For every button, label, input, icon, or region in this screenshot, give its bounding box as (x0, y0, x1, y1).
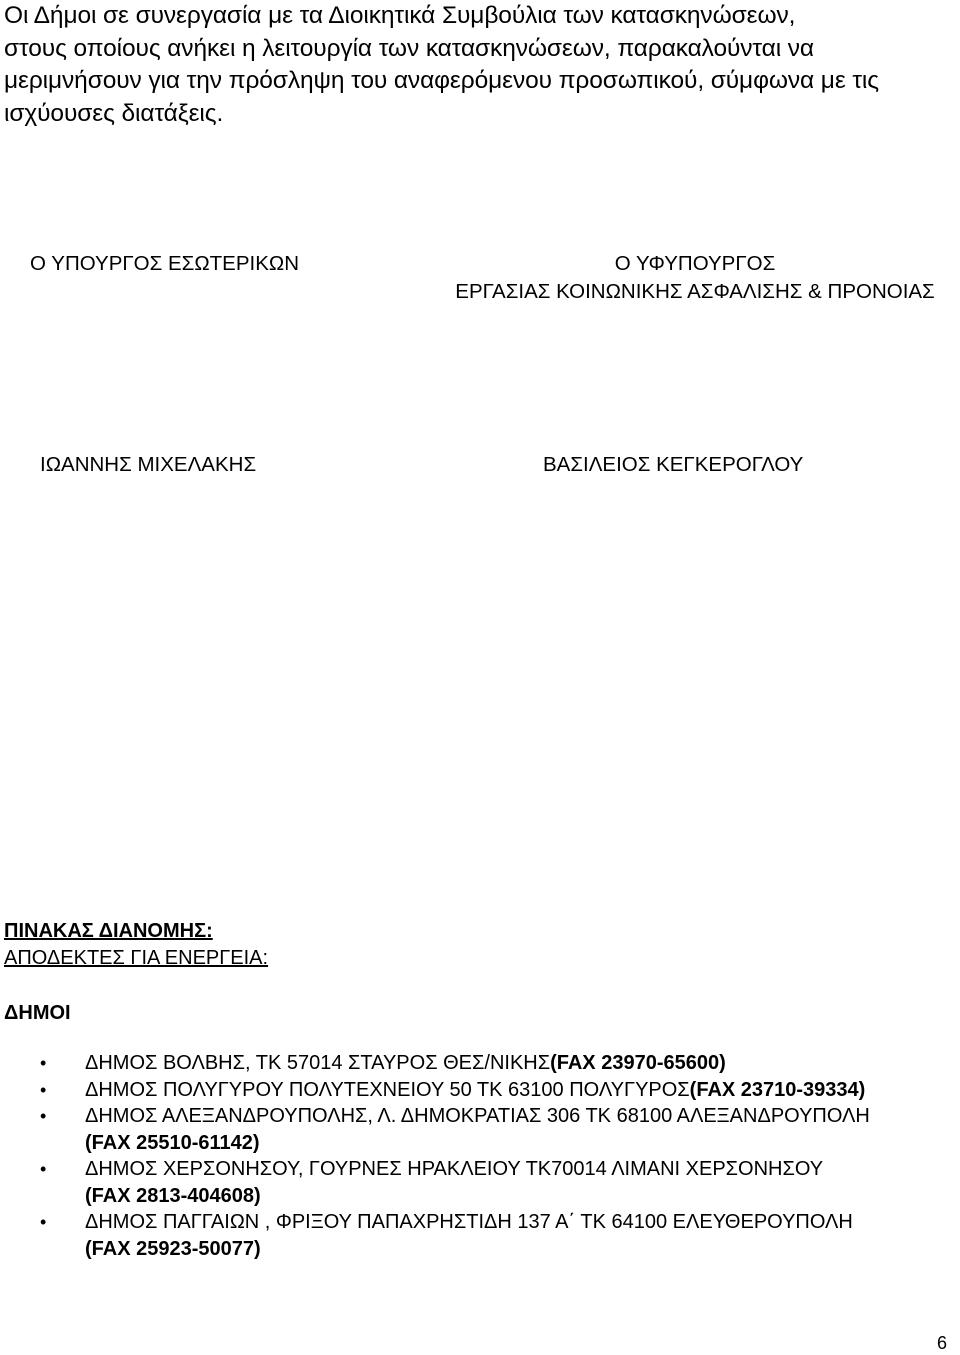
list-item (0, 1050, 960, 1077)
deputy-minister-ministry: ΕΡΓΑΣΙΑΣ ΚΟΙΝΩΝΙΚΗΣ ΑΣΦΑΛΙΣΗΣ & ΠΡΟΝΟΙΑΣ (455, 280, 935, 303)
list-item (0, 1156, 960, 1209)
intro-line: μεριμνήσουν για την πρόσληψη του αναφερόμενου προσωπικού, σύμφωνα με τις (4, 67, 879, 94)
fax-number: (FAX 23970-65600) (550, 1052, 726, 1074)
municipalities-list (0, 1050, 960, 1262)
bullet-icon: • (40, 1106, 47, 1126)
minister-interior-title: Ο ΥΠΟΥΡΓΟΣ ΕΣΩΤΕΡΙΚΩΝ (30, 252, 300, 275)
municipality-address: ΔΗΜΟΣ ΑΛΕΞΑΝΔΡΟΥΠΟΛΗΣ, Λ. ΔΗΜΟΚΡΑΤΙΑΣ 306 ΤΚ 68100 ΑΛΕΞΑΝΔΡΟΥΠΟΛΗ (85, 1105, 870, 1127)
list-item (0, 1209, 960, 1262)
intro-line: Οι Δήμοι σε συνεργασία με τα Διοικητικά Συμβούλια των κατασκηνώσεων, (4, 2, 796, 29)
fax-number: (FAX 2813-404608) (85, 1184, 261, 1207)
deputy-minister-title: Ο ΥΦΥΠΟΥΡΓΟΣ (614, 252, 776, 275)
minister-interior-name: ΙΩΑΝΝΗΣ ΜΙΧΕΛΑΚΗΣ (40, 453, 257, 476)
fax-number: (FAX 25923-50077) (85, 1237, 261, 1260)
municipality-address: ΔΗΜΟΣ ΧΕΡΣΟΝΗΣΟΥ, ΓΟΥΡΝΕΣ ΗΡΑΚΛΕΙΟΥ ΤΚ70014 ΛΙΜΑΝΙ ΧΕΡΣΟΝΗΣΟΥ (85, 1158, 824, 1180)
fax-number: (FAX 25510-61142) (85, 1131, 260, 1154)
distribution-recipients-heading (4, 945, 268, 971)
bullet-icon: • (40, 1079, 47, 1100)
deputy-minister-name: ΒΑΣΙΛΕΙΟΣ ΚΕΓΚΕΡΟΓΛΟΥ (543, 453, 804, 476)
list-item (0, 1103, 960, 1156)
fax-number: (FAX 23710-39334) (689, 1078, 866, 1101)
bullet-icon: • (40, 1212, 47, 1232)
page-number: 6 (937, 1333, 948, 1353)
list-item (0, 1077, 960, 1104)
recipients-label: ΑΠΟΔΕΚΤΕΣ ΓΙΑ ΕΝΕΡΓΕΙΑ (4, 947, 263, 969)
municipalities-heading: ΔΗΜΟΙ (4, 1002, 71, 1024)
municipality-address: ΔΗΜΟΣ ΠΟΛΥΓΥΡΟΥ ΠΟΛΥΤΕΧΝΕΙΟΥ 50 ΤΚ 63100 ΠΟΛΥΓΥΡΟΣ (85, 1078, 690, 1101)
municipality-address: ΔΗΜΟΣ ΠΑΓΓΑΙΩΝ , ΦΡΙΞΟΥ ΠΑΠΑΧΡΗΣΤΙΔΗ 137 Α΄ ΤΚ 64100 ΕΛΕΥΘΕΡΟΥΠΟΛΗ (85, 1211, 853, 1233)
municipality-address: ΔΗΜΟΣ ΒΟΛΒΗΣ, ΤΚ 57014 ΣΤΑΥΡΟΣ ΘΕΣ/ΝΙΚΗΣ (85, 1052, 551, 1074)
intro-line: στους οποίους ανήκει η λειτουργία των κατασκηνώσεων, παρακαλούνται να (4, 34, 814, 62)
bullet-icon: • (40, 1159, 47, 1179)
recipients-colon: : (262, 947, 269, 969)
intro-paragraph (4, 0, 954, 130)
bullet-icon: • (40, 1053, 47, 1073)
distribution-table-title: ΠΙΝΑΚΑΣ ΔΙΑΝΟΜΗΣ: (4, 920, 213, 942)
intro-line: ισχύουσες διατάξεις. (4, 99, 224, 127)
